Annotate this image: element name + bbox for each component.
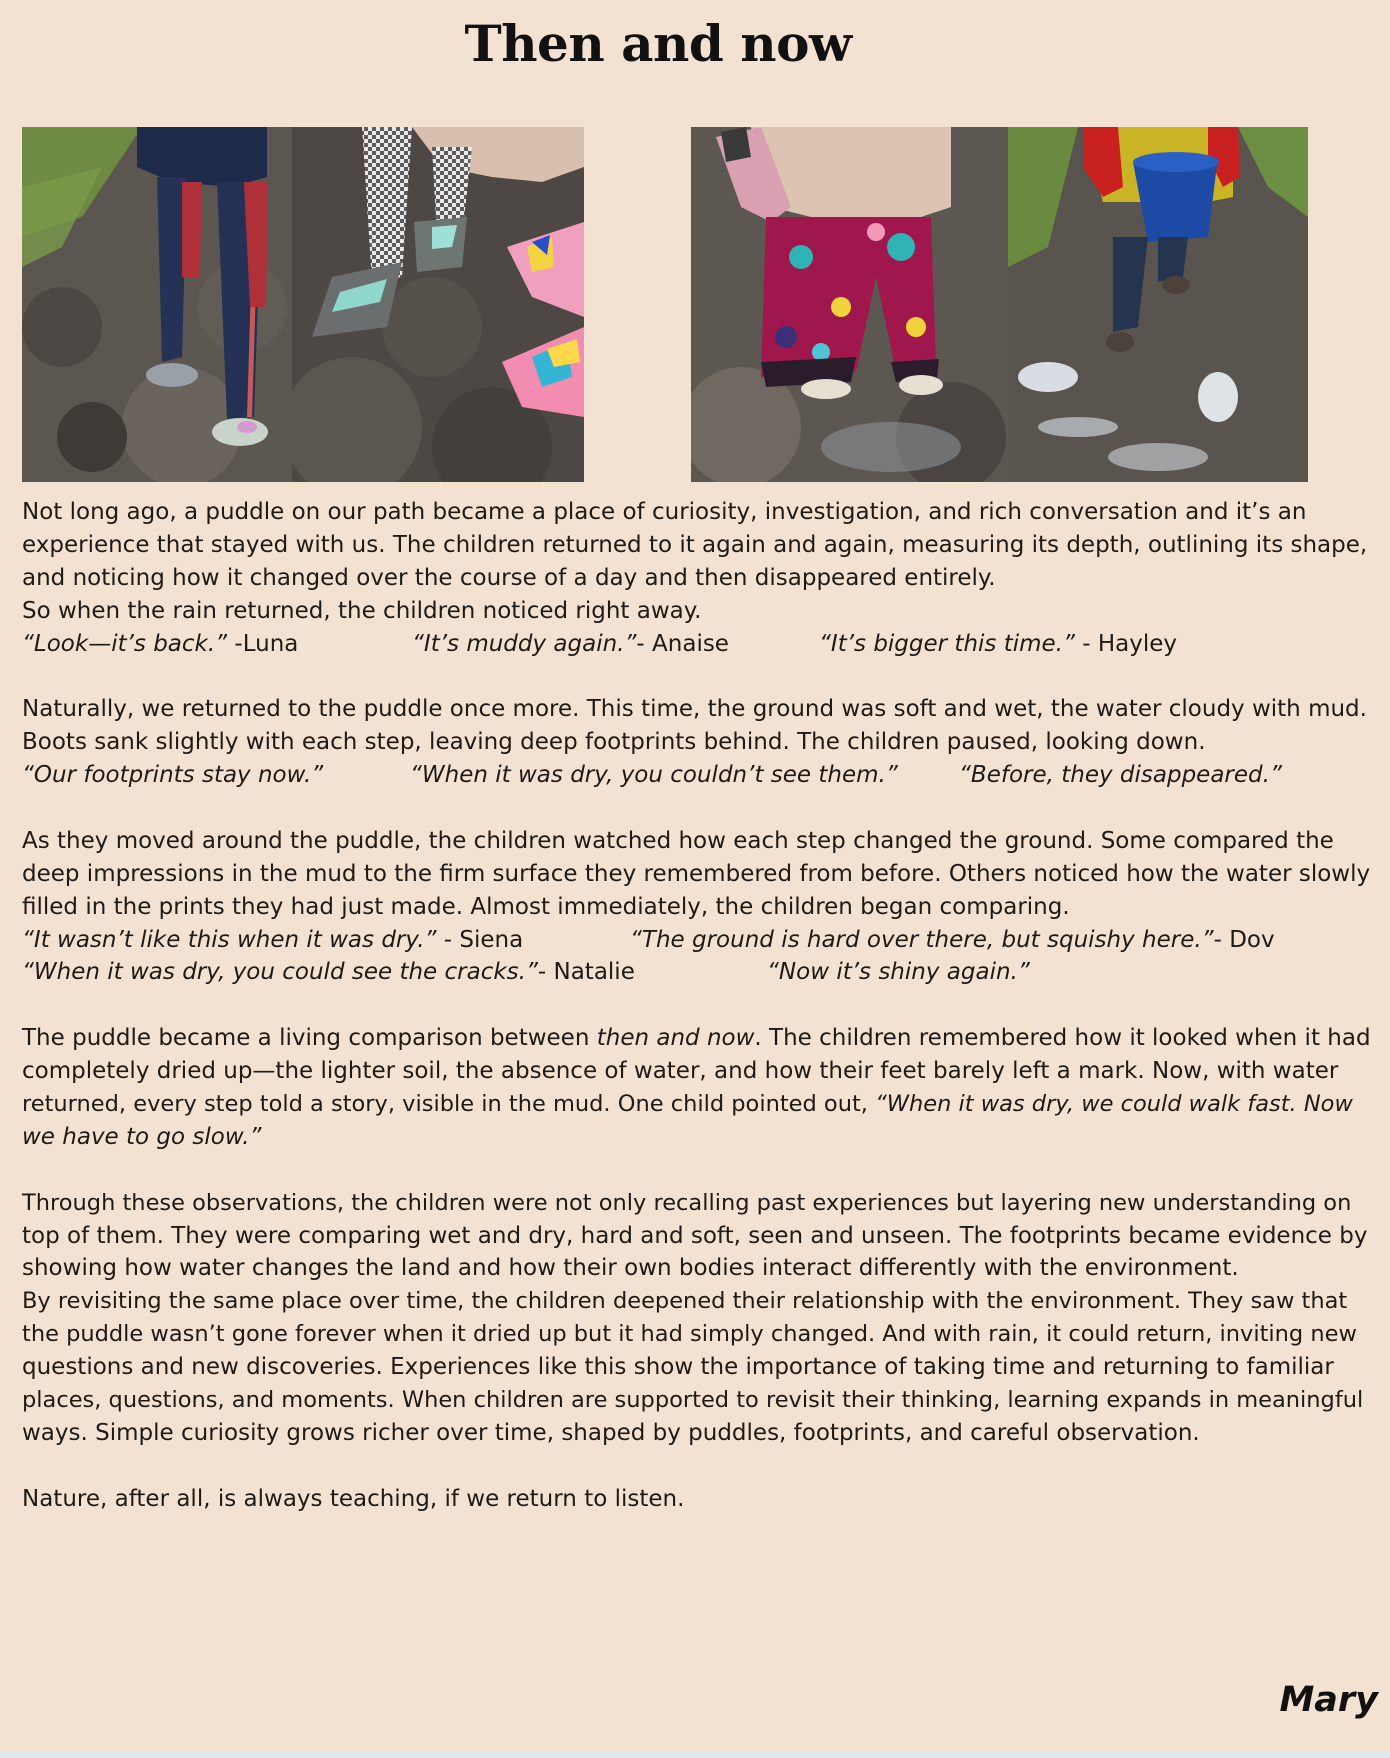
paragraph-line: Through these observations, the children were not only recalling past experiences but layering new understanding on <box>22 1189 1352 1216</box>
paragraph-line: places, questions, and moments. When children are supported to revisit their thinking, learning expands in meaningful <box>22 1387 1364 1414</box>
bottom-edge <box>0 1752 1390 1758</box>
paragraph-line: showing how water changes the land and how their own bodies interact differently with the environment. <box>22 1255 1239 1282</box>
quote-hayley: “It’s bigger this time.” - Hayley <box>819 630 1177 657</box>
paragraph-line: the puddle wasn’t gone forever when it dried up but it had simply changed. And with rain, it could return, inviting new <box>22 1321 1357 1348</box>
quote-shiny: “Now it’s shiny again.” <box>767 959 1030 986</box>
photo-1-image <box>22 127 292 482</box>
paragraph-line: Not long ago, a puddle on our path became a place of curiosity, investigation, and rich conversation and it’s an <box>22 499 1307 525</box>
quote-row-1 <box>22 628 1372 661</box>
photo-2-image <box>292 127 584 482</box>
paragraph-line: and noticing how it changed over the course of a day and then disappeared entirely. <box>22 564 996 591</box>
paragraph-line: filled in the prints they had just made. Almost immediately, the children began comparing. <box>22 893 1070 920</box>
paragraph-line: As they moved around the puddle, the children watched how each step changed the ground. Some compared the <box>22 827 1334 854</box>
quote-natalie: “When it was dry, you could see the cracks.”- Natalie <box>22 959 635 986</box>
paragraph-line: questions and new discoveries. Experiences like this show the importance of taking time and returning to familiar <box>22 1354 1334 1381</box>
photo-4-image <box>1008 127 1308 482</box>
quote-row-2 <box>22 759 1372 792</box>
quote-dov: “The ground is hard over there, but squishy here.”- Dov <box>630 926 1275 953</box>
quote-row-3 <box>22 924 1372 957</box>
paragraph-line: So when the rain returned, the children noticed right away. <box>22 597 702 624</box>
author-signature: Mary <box>1279 1680 1378 1720</box>
quote-siena: “It wasn’t like this when it was dry.” - Siena <box>22 926 524 953</box>
paragraph-line: we have to go slow.” <box>22 1123 262 1150</box>
photo-child-blue-bucket-puddle <box>1008 127 1308 482</box>
quote-couldnt-see: “When it was dry, you couldn’t see them.” <box>410 762 898 789</box>
paragraph-line: completely dried up—the lighter soil, the absence of water, and how their feet barely left a mark. Now, with water <box>22 1058 1339 1085</box>
paragraph-line: The puddle became a living comparison between then and now. The children remembered how it looked when it had <box>22 1025 1371 1052</box>
quote-luna: “Look—it’s back.” -Luna <box>22 630 299 657</box>
paragraph-line: By revisiting the same place over time, the children deepened their relationship with the environment. They saw that <box>22 1288 1348 1315</box>
photo-gingham-pants-muddy-shoes <box>292 127 584 482</box>
photo-3-image <box>691 127 1008 482</box>
paragraph-line: ways. Simple curiosity grows richer over time, shaped by puddles, footprints, and careful observation. <box>22 1419 1200 1446</box>
paragraph-line: deep impressions in the mud to the firm surface they remembered from before. Others noticed how the water slowly <box>22 860 1371 887</box>
body-text <box>22 496 1372 1516</box>
paragraph-line: returned, every step told a story, visible in the mud. One child pointed out, “When it was dry, we could walk fast. Now <box>22 1091 1353 1118</box>
quote-anaise: “It’s muddy again.”- Anaise <box>412 630 729 657</box>
quote-disappeared: “Before, they disappeared.” <box>959 762 1282 789</box>
quote-footprints-stay: “Our footprints stay now.” <box>22 762 324 789</box>
paragraph-line: Naturally, we returned to the puddle once more. This time, the ground was soft and wet, the water cloudy with mud. <box>22 696 1367 723</box>
paragraph-line: experience that stayed with us. The children returned to it again and again, measuring its depth, outlining its shape, <box>22 531 1368 558</box>
paragraph-line: Boots sank slightly with each step, leaving deep footprints behind. The children paused, looking down. <box>22 729 1206 756</box>
photo-floral-snow-pants-mud <box>691 127 1008 482</box>
page-title: Then and now <box>464 14 852 73</box>
photo-child-dark-pants-sneakers <box>22 127 292 482</box>
quote-row-4 <box>22 956 1372 989</box>
closing-line: Nature, after all, is always teaching, if we return to listen. <box>22 1485 685 1512</box>
paragraph-line: top of them. They were comparing wet and dry, hard and soft, seen and unseen. The footprints became evidence by <box>22 1222 1368 1249</box>
